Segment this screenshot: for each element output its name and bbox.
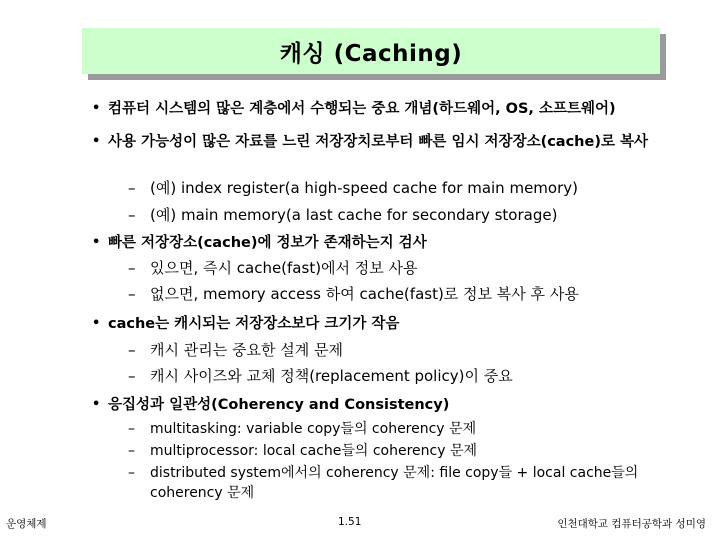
bullet-item	[92, 233, 692, 253]
bullet-text: 사용 가능성이 많은 자료를 느린 저장장치로부터 빠른 임시 저장장소(cache)로 복사	[108, 134, 649, 150]
sub-item	[128, 463, 673, 503]
sub-text: multiprocessor: local cache들의 coherency 문제	[150, 443, 478, 459]
bullet-text: 빠른 저장장소(cache)에 정보가 존재하는지 검사	[108, 235, 427, 251]
sub-item	[128, 366, 688, 386]
sub-item	[128, 284, 688, 304]
sub-item	[128, 178, 688, 198]
sub-text: distributed system에서의 coherency 문제: file copy들 + local cache들의 coherency 문제	[150, 465, 639, 501]
footer-page-number: 1.51	[338, 516, 362, 528]
dash-icon: –	[128, 259, 136, 277]
bullet-icon: •	[92, 235, 101, 250]
dash-icon: –	[128, 341, 136, 359]
bullet-item	[92, 395, 692, 415]
sub-text: 있으면, 즉시 cache(fast)에서 정보 사용	[150, 259, 418, 277]
dash-icon: –	[128, 206, 136, 224]
sub-item	[128, 419, 688, 439]
bullet-icon: •	[92, 101, 101, 116]
sub-item	[128, 441, 688, 461]
sub-item	[128, 340, 688, 360]
sub-text: 캐시 관리는 중요한 설계 문제	[150, 341, 343, 359]
bullet-item	[92, 314, 692, 334]
bullet-icon: •	[92, 316, 101, 331]
dash-icon: –	[128, 421, 135, 437]
slide-title: 캐싱 (Caching)	[82, 28, 660, 74]
dash-icon: –	[128, 285, 136, 303]
bullet-text: 응집성과 일관성(Coherency and Consistency)	[108, 397, 450, 413]
footer-course: 운영체제	[6, 518, 47, 530]
sub-text: (예) index register(a high-speed cache for main memory)	[150, 179, 578, 197]
bullet-item	[92, 132, 677, 152]
dash-icon: –	[128, 443, 135, 459]
sub-text: 없으면, memory access 하여 cache(fast)로 정보 복사 후 사용	[150, 285, 579, 303]
sub-text: 캐시 사이즈와 교체 정책(replacement policy)이 중요	[150, 367, 513, 385]
bullet-item	[92, 99, 692, 119]
sub-text: (예) main memory(a last cache for secondary storage)	[150, 206, 558, 224]
sub-text: multitasking: variable copy들의 coherency 문제	[150, 421, 477, 437]
dash-icon: –	[128, 179, 136, 197]
bullet-icon: •	[92, 134, 101, 149]
sub-item	[128, 205, 688, 225]
bullet-text: cache는 캐시되는 저장장소보다 크기가 작음	[108, 316, 400, 332]
footer-author: 인천대학교 컴퓨터공학과 성미영	[557, 518, 706, 530]
bullet-text: 컴퓨터 시스템의 많은 계층에서 수행되는 중요 개념(하드웨어, OS, 소프트웨어)	[108, 101, 616, 117]
bullet-icon: •	[92, 397, 101, 412]
dash-icon: –	[128, 465, 135, 481]
sub-item	[128, 258, 688, 278]
dash-icon: –	[128, 367, 136, 385]
